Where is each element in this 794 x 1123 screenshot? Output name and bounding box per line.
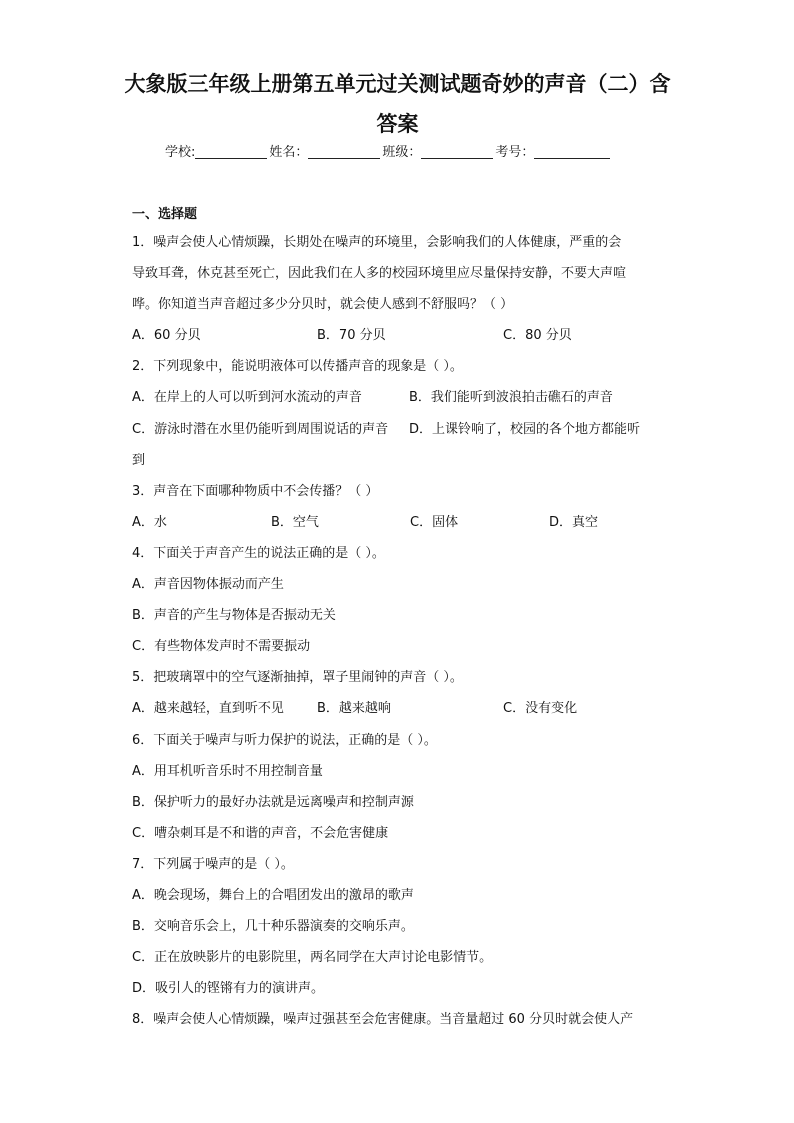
- question-5-stem: 5．把玻璃罩中的空气逐渐抽掉，罩子里闹钟的声音（ ）。: [132, 670, 463, 686]
- question-4-stem: 4．下面关于声音产生的说法正确的是（ ）。: [132, 545, 385, 561]
- name-label: 姓名：: [269, 145, 309, 160]
- q6-option-b[interactable]: B．保护听力的最好办法就是远离噪声和控制声源: [132, 794, 414, 810]
- q6-option-a[interactable]: A．用耳机听音乐时不用控制音量: [132, 763, 323, 779]
- q2-option-c[interactable]: C．游泳时潜在水里仍能听到周围说话的声音: [132, 421, 389, 437]
- question-2-options-row2: [132, 414, 667, 445]
- exam-no-blank[interactable]: [534, 141, 610, 159]
- q4-option-b[interactable]: B．声音的产生与物体是否振动无关: [132, 608, 336, 624]
- class-label: 班级：: [382, 145, 422, 160]
- q6-option-c[interactable]: C．嘈杂刺耳是不和谐的声音，不会危害健康: [132, 825, 389, 841]
- question-1-line-2: 导致耳聋，休克甚至死亡，因此我们在人多的校园环境里应尽量保持安静，不要大声喧: [132, 266, 627, 282]
- q3-option-c[interactable]: C．固体: [410, 514, 459, 530]
- q2-option-a[interactable]: A．在岸上的人可以听到河水流动的声音: [132, 390, 362, 406]
- student-info-line: [165, 141, 665, 165]
- q7-option-d[interactable]: D．吸引人的铿锵有力的演讲声。: [132, 981, 325, 997]
- question-1-line-1: 1．噪声会使人心情烦躁，长期处在噪声的环境里，会影响我们的人体健康，严重的会: [132, 235, 622, 250]
- q5-option-a[interactable]: A．越来越轻，直到听不见: [132, 701, 284, 717]
- question-7-stem: 7．下列属于噪声的是（ ）。: [132, 856, 294, 872]
- question-5-options: [132, 693, 667, 724]
- school-blank[interactable]: [195, 141, 267, 159]
- class-blank[interactable]: [421, 141, 493, 159]
- q3-option-d[interactable]: D．真空: [549, 514, 599, 530]
- question-2-stem: 2．下列现象中，能说明液体可以传播声音的现象是（ ）。: [132, 359, 463, 375]
- name-blank[interactable]: [308, 141, 380, 159]
- q5-option-b[interactable]: B．越来越响: [317, 701, 391, 717]
- q3-option-a[interactable]: A．水: [132, 514, 167, 530]
- question-3-options: [132, 507, 667, 538]
- q5-option-c[interactable]: C．没有变化: [503, 701, 578, 717]
- q1-option-a[interactable]: A．60 分贝: [132, 328, 201, 344]
- exam-no-label: 考号：: [495, 145, 535, 160]
- question-3-stem: 3．声音在下面哪种物质中不会传播？（ ）: [132, 483, 379, 499]
- q7-option-c[interactable]: C．正在放映影片的电影院里，两名同学在大声讨论电影情节。: [132, 950, 493, 966]
- q3-option-b[interactable]: B．空气: [271, 514, 319, 530]
- q1-option-c[interactable]: C．80 分贝: [503, 328, 572, 344]
- q7-option-a[interactable]: A．晚会现场，舞台上的合唱团发出的激昂的歌声: [132, 887, 414, 903]
- q2-option-b[interactable]: B．我们能听到波浪拍击礁石的声音: [409, 390, 613, 406]
- q1-option-b[interactable]: B．70 分贝: [317, 328, 386, 344]
- exam-title-line2: 答案: [376, 112, 419, 136]
- exam-title-line1: 大象版三年级上册第五单元过关测试题奇妙的声音（二）含: [124, 72, 671, 96]
- q4-option-a[interactable]: A．声音因物体振动而产生: [132, 577, 284, 593]
- q2-option-d-continued: 到: [132, 452, 146, 468]
- question-8-stem: 8．噪声会使人心情烦躁，噪声过强甚至会危害健康。当音量超过 60 分贝时就会使人产: [132, 1012, 634, 1028]
- school-label: 学校:: [165, 145, 196, 160]
- section-heading: 一、选择题: [132, 207, 198, 222]
- question-1-options: [132, 320, 667, 351]
- q4-option-c[interactable]: C．有些物体发声时不需要振动: [132, 639, 311, 655]
- question-1-line-3: 哗。你知道当声音超过多少分贝时，就会使人感到不舒服吗？（ ）: [132, 297, 514, 313]
- q7-option-b[interactable]: B．交响音乐会上，几十种乐器演奏的交响乐声。: [132, 919, 414, 935]
- question-6-stem: 6．下面关于噪声与听力保护的说法，正确的是（ ）。: [132, 732, 437, 748]
- question-2-options-row1: [132, 382, 667, 413]
- questions-body: [132, 227, 667, 1035]
- q2-option-d[interactable]: D．上课铃响了，校园的各个地方都能听: [409, 421, 641, 437]
